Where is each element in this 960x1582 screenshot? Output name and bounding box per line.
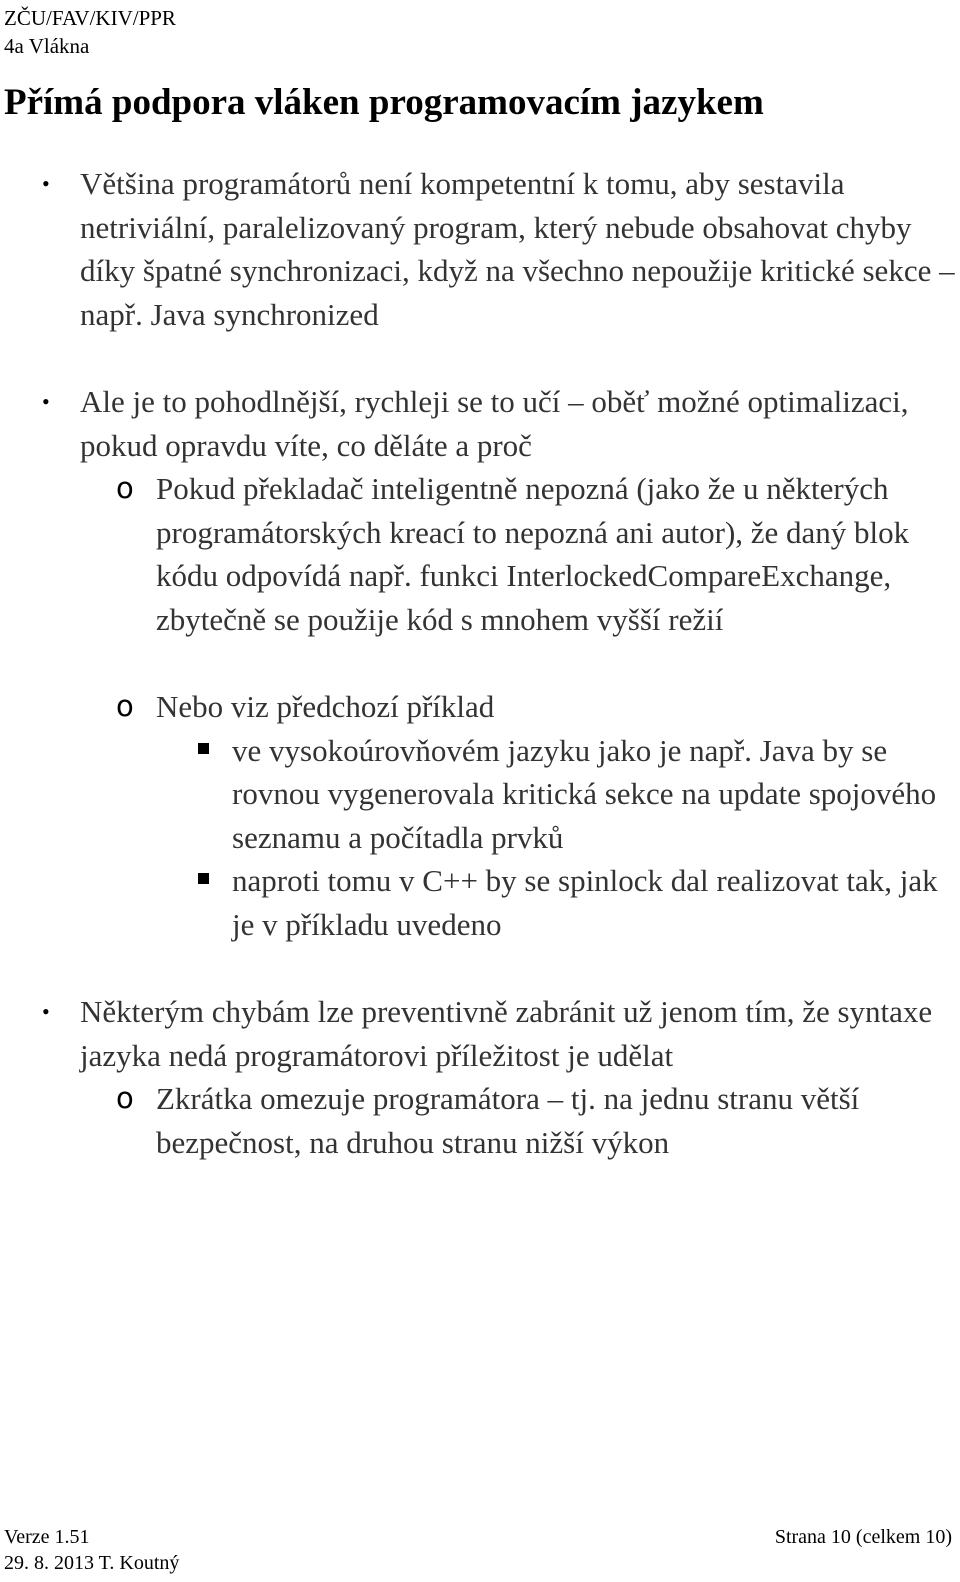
footer-version: Verze 1.51 bbox=[4, 1526, 90, 1548]
square-bullet-icon bbox=[198, 743, 209, 754]
square-bullet-icon bbox=[198, 873, 209, 884]
square-bullet-text: ve vysokoúrovňovém jazyku jako je např. Java by se rovnou vygenerovala kritická sekce na update spojového seznamu a počítadla prvků bbox=[232, 732, 937, 855]
sub-bullet-marker: o bbox=[116, 689, 134, 723]
sub-bullet-marker: o bbox=[116, 1081, 134, 1115]
bullet-item bbox=[0, 162, 960, 336]
sub-bullet-item bbox=[0, 1077, 960, 1164]
bullet-marker: • bbox=[42, 999, 50, 1024]
bullet-text: Většina programátorů není kompetentní k tomu, aby sestavila netriviální, paralelizovaný program, který nebude obsahovat chyby díky špatné synchronizaci, když na všechno nepoužije kritické sekce – např. Java synchronized bbox=[80, 166, 955, 332]
document-header bbox=[4, 4, 176, 60]
spacer bbox=[0, 336, 960, 380]
bullet-marker: • bbox=[42, 171, 50, 196]
square-bullet-text: naproti tomu v C++ by se spinlock dal realizovat tak, jak je v příkladu uvedeno bbox=[232, 863, 938, 942]
sub-bullet-item bbox=[0, 467, 960, 641]
spacer bbox=[0, 946, 960, 990]
page-title: Přímá podpora vláken programovacím jazykem bbox=[4, 82, 764, 123]
bullet-text: Některým chybám lze preventivně zabránit už jenom tím, že syntaxe jazyka nedá programátorovi příležitost je udělat bbox=[80, 994, 933, 1073]
bullet-marker: • bbox=[42, 389, 50, 414]
header-course-path: ZČU/FAV/KIV/PPR bbox=[4, 6, 176, 30]
bullet-text: Ale je to pohodlnější, rychleji se to učí – oběť možné optimalizaci, pokud opravdu víte, co děláte a proč bbox=[80, 384, 909, 463]
sub-bullet-text: Nebo viz předchozí příklad bbox=[156, 689, 495, 724]
sub-bullet-text: Pokud překladač inteligentně nepozná (jako že u některých programátorských kreací to nepozná ani autor), že daný blok kódu odpovídá např. funkci InterlockedCompareExchange, zbytečně se použije kód s mnohem vyšší režií bbox=[156, 471, 910, 637]
spacer bbox=[0, 641, 960, 685]
header-chapter: 4a Vlákna bbox=[4, 34, 90, 58]
square-bullet-item bbox=[0, 729, 960, 860]
sub-bullet-item bbox=[0, 685, 960, 729]
bullet-item bbox=[0, 380, 960, 467]
sub-bullet-text: Zkrátka omezuje programátora – tj. na jednu stranu větší bezpečnost, na druhou stranu nižší výkon bbox=[156, 1081, 860, 1160]
slide-content bbox=[0, 162, 960, 1164]
sub-bullet-marker: o bbox=[116, 471, 134, 505]
footer-page-number: Strana 10 (celkem 10) bbox=[774, 1526, 952, 1548]
square-bullet-item bbox=[0, 859, 960, 946]
footer-date-author: 29. 8. 2013 T. Koutný bbox=[4, 1552, 180, 1574]
bullet-item bbox=[0, 990, 960, 1077]
